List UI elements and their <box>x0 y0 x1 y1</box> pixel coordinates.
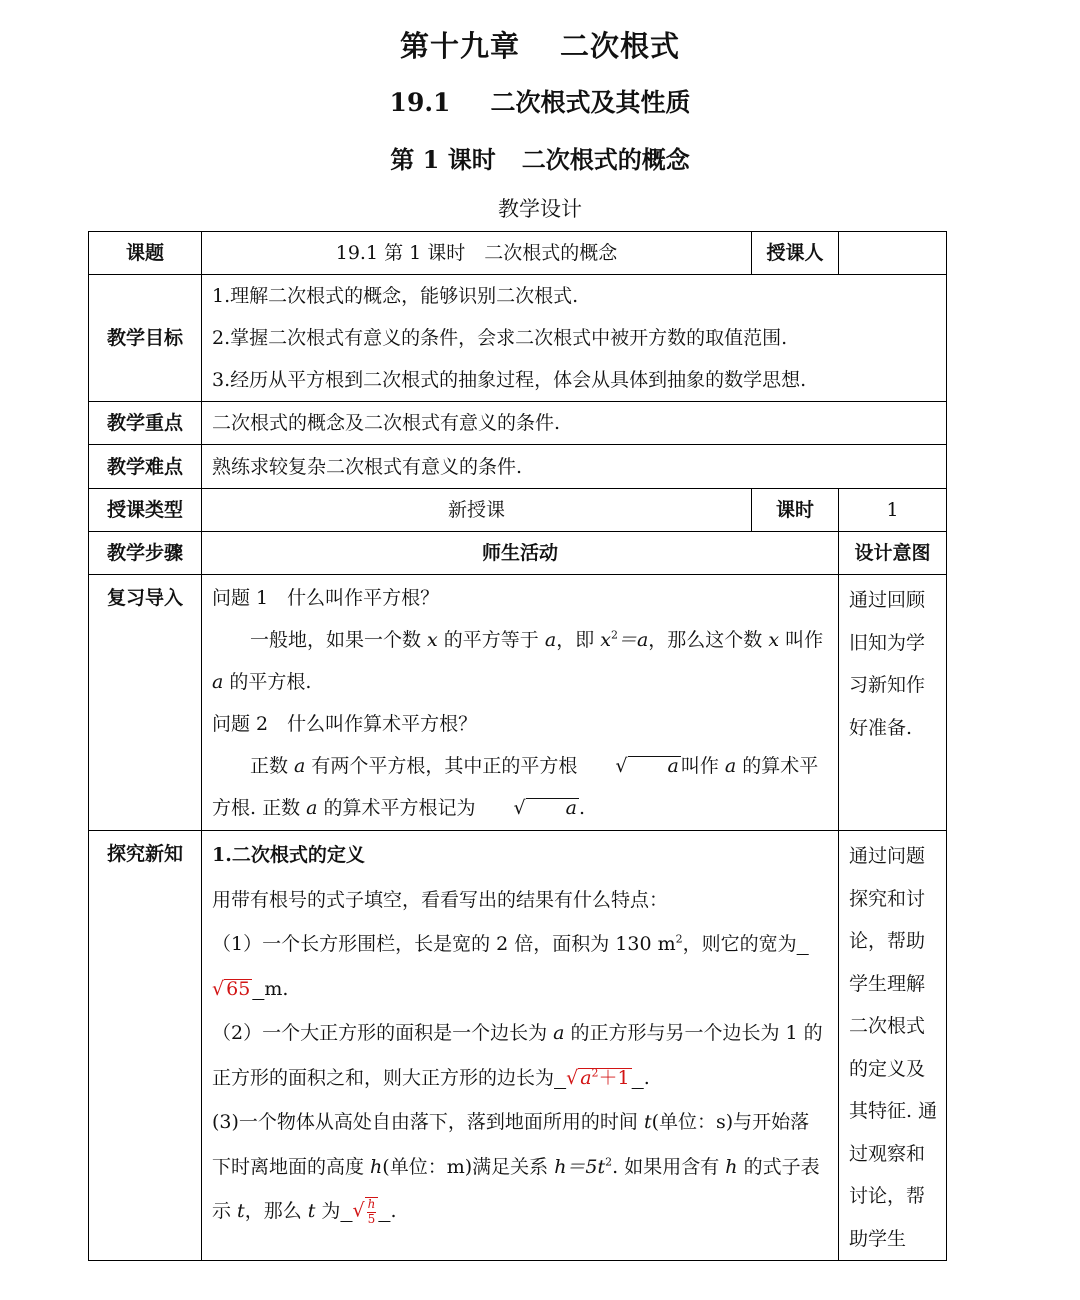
explore-label: 探究新知 <box>89 831 202 1261</box>
difficulty-label: 教学难点 <box>89 445 202 489</box>
chapter-heading: 第十九章 二次根式 <box>399 29 681 63</box>
objective-item: 2.掌握二次根式有意义的条件，会求二次根式中被开方数的取值范围. <box>212 327 788 349</box>
explore-intro: 用带有根号的式子填空，看看写出的结果有什么特点： <box>212 888 669 911</box>
key-point-row <box>89 402 947 445</box>
sqrt-a: √ a <box>615 755 679 777</box>
review-row <box>89 575 947 831</box>
objectives-content <box>202 275 947 402</box>
review-question-2: 问题 2 什么叫作算术平方根？ <box>212 713 478 735</box>
review-answer-2: 正数 a 有两个平方根，其中正的平方根 √ a 叫作 a 的算术平方根. 正数 a 的算术平方根记为 √ a . <box>212 755 819 819</box>
key-point-value: 二次根式的概念及二次根式有意义的条件. <box>202 402 947 445</box>
teacher-value <box>839 232 947 275</box>
topic-row <box>89 232 947 275</box>
intent-label: 设计意图 <box>839 532 947 575</box>
steps-header-row <box>89 532 947 575</box>
problem-2: （2）一个大正方形的面积是一个边长为 a 的正方形与另一个边长为 1 的正方形的面积之和，则大正方形的边长为 √ $a^2+1$ . <box>212 1022 823 1089</box>
hours-label: 课时 <box>752 489 839 532</box>
review-content <box>202 575 839 831</box>
answer-sqrt-65: √ 65 <box>212 977 251 1000</box>
objectives-label: 教学目标 <box>89 275 202 402</box>
explore-heading: 1.二次根式的定义 <box>212 844 365 866</box>
difficulty-row <box>89 445 947 489</box>
lesson-type-label: 授课类型 <box>89 489 202 532</box>
key-point-label: 教学重点 <box>89 402 202 445</box>
steps-label: 教学步骤 <box>89 532 202 575</box>
explore-content <box>202 831 839 1261</box>
review-question-1: 问题 1 什么叫作平方根？ <box>212 587 440 609</box>
hours-value: 1 <box>839 489 947 532</box>
document-type: 教学设计 <box>498 197 582 221</box>
problem-3: (3)一个物体从高处自由落下，落到地面所用的时间 t(单位：s)与开始落下时离地面的高度 h(单位：m)满足关系 $h=5t^2$. 如果用含有 h 的式子表示 t，那么 t 为 √ $\frac{h}{5}$ . <box>212 1111 820 1226</box>
objective-item: 1.理解二次根式的概念，能够识别二次根式. <box>212 285 579 307</box>
lesson-plan-table <box>88 231 947 1261</box>
answer-sqrt-a2-plus-1: √ $a^2+1$ <box>566 1066 630 1089</box>
sqrt-a: √ a <box>513 797 577 819</box>
answer-sqrt-h-over-5: √ $\frac{h}{5}$ <box>353 1197 379 1225</box>
teacher-label: 授课人 <box>752 232 839 275</box>
topic-value: 19.1 第 1 课时 二次根式的概念 <box>202 232 752 275</box>
objectives-row <box>89 275 947 402</box>
lesson-type-value: 新授课 <box>202 489 752 532</box>
review-answer-1: 一般地，如果一个数 x 的平方等于 a，即 $x^2=a$，那么这个数 x 叫作 a 的平方根. <box>212 628 824 693</box>
topic-label: 课题 <box>89 232 202 275</box>
explore-row <box>89 831 947 1261</box>
problem-1: （1）一个长方形围栏，长是宽的 2 倍，面积为 130 $m^2$，则它的宽为 √ 65 m. <box>212 932 797 1000</box>
review-intent: 通过回顾旧知为学习新知作好准备. <box>839 575 947 831</box>
objective-item: 3.经历从平方根到二次根式的抽象过程，体会从具体到抽象的数学思想. <box>212 369 807 391</box>
review-label: 复习导入 <box>89 575 202 831</box>
lesson-heading: 第 1 课时 二次根式的概念 <box>390 145 690 174</box>
lesson-type-row <box>89 489 947 532</box>
section-heading: 19.1 二次根式及其性质 <box>389 88 691 117</box>
difficulty-value: 熟练求较复杂二次根式有意义的条件. <box>202 445 947 489</box>
explore-intent: 通过问题探究和讨论，帮助学生理解二次根式的定义及其特征. 通过观察和讨论，帮助学生 <box>839 831 947 1261</box>
activity-label: 师生活动 <box>202 532 839 575</box>
